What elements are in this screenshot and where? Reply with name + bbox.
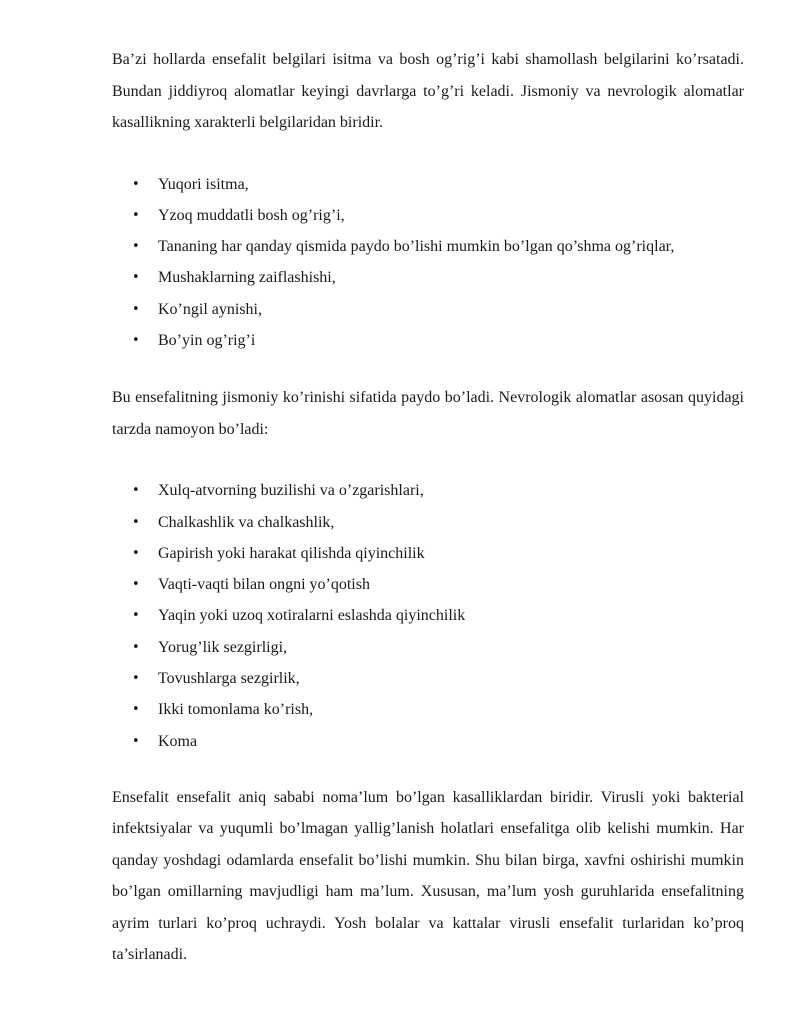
list-item <box>112 663 744 694</box>
list-item-text: Ikki tomonlama ko’rish, <box>158 701 314 719</box>
bullet-icon: • <box>132 176 140 192</box>
bullet-icon: • <box>132 577 140 593</box>
bullet-icon: • <box>132 207 140 223</box>
paragraph-neurological-intro: Bu ensefalitning jismoniy ko’rinishi sifatida paydo bo’ladi. Nevrologik alomatlar asosan quyidagi tarzda namoyon bo’ladi: <box>112 389 744 438</box>
list-item-text: Vaqti-vaqti bilan ongni yo’qotish <box>158 576 370 594</box>
list-item-text: Gapirish yoki harakat qilishda qiyinchilik <box>158 544 425 562</box>
bullet-icon: • <box>132 301 140 317</box>
list-item <box>112 200 744 231</box>
list-item-text: Ko’ngil aynishi, <box>158 300 262 318</box>
list-item-text: Koma <box>158 732 198 750</box>
physical-symptoms-list <box>112 169 744 357</box>
list-item-text: Chalkashlik va chalkashlik, <box>158 513 335 531</box>
list-item-text: Mushaklarning zaiflashishi, <box>158 269 336 287</box>
bullet-icon: • <box>132 239 140 255</box>
list-item-text: Xulq-atvorning buzilishi va o’zgarishlari, <box>158 482 424 500</box>
bullet-icon: • <box>132 671 140 687</box>
bullet-icon: • <box>132 702 140 718</box>
list-item <box>112 475 744 506</box>
bullet-icon: • <box>132 733 140 749</box>
bullet-icon: • <box>132 639 140 655</box>
list-item-text: Yuqori isitma, <box>158 175 249 193</box>
list-item <box>112 694 744 725</box>
list-item <box>112 325 744 356</box>
list-item <box>112 262 744 293</box>
bullet-icon: • <box>132 483 140 499</box>
bullet-icon: • <box>132 608 140 624</box>
bullet-icon: • <box>132 514 140 530</box>
bullet-icon: • <box>132 270 140 286</box>
list-item <box>112 294 744 325</box>
list-item <box>112 600 744 631</box>
list-item <box>112 169 744 200</box>
list-item <box>112 231 744 262</box>
list-item-text: Tovushlarga sezgirlik, <box>158 670 300 688</box>
paragraph-causes: Ensefalit ensefalit aniq sababi noma’lum bo’lgan kasalliklardan biridir. Virusli yoki bakterial infektsiyalar va yuqumli bo’lmagan yallig’lanish holatlari ensefalitga olib kelishi mumkin. Har qanday yoshdagi odamlarda ensefalit bo’lishi mumkin. Shu bilan birga, xavfni oshirishi mumkin bo’lgan omillarning mavjudligi ham ma’lum. Xususan, ma’lum yosh guruhlarida ensefalitning ayrim turlari ko’proq uchraydi. Yosh bolalar va kattalar virusli ensefalit turlaridan ko’proq ta’sirlanadi. <box>112 788 744 964</box>
list-item <box>112 632 744 663</box>
list-item-text: Yaqin yoki uzoq xotiralarni eslashda qiyinchilik <box>158 607 466 625</box>
neurological-symptoms-list <box>112 475 744 757</box>
bullet-icon: • <box>132 545 140 561</box>
list-item-text: Bo’yin og’rig’i <box>158 331 256 349</box>
bullet-icon: • <box>132 332 140 348</box>
list-item-text: Yorug’lik sezgirligi, <box>158 638 288 656</box>
paragraph-symptoms-intro: Ba’zi hollarda ensefalit belgilari isitma va bosh og’rig’i kabi shamollash belgilarini ko’rsatadi. Bundan jiddiyroq alomatlar keyingi davrlarga to’g’ri keladi. Jismoniy va nevrologik alomatlar kasallikning xarakterli belgilaridan biridir. <box>112 51 744 131</box>
list-item <box>112 507 744 538</box>
document-page <box>112 44 744 971</box>
list-item <box>112 726 744 757</box>
list-item <box>112 569 744 600</box>
list-item-text: Tananing har qanday qismida paydo bo’lishi mumkin bo’lgan qo’shma og’riqlar, <box>158 238 675 256</box>
list-item-text: Yzoq muddatli bosh og’rig’i, <box>158 206 345 224</box>
list-item <box>112 538 744 569</box>
